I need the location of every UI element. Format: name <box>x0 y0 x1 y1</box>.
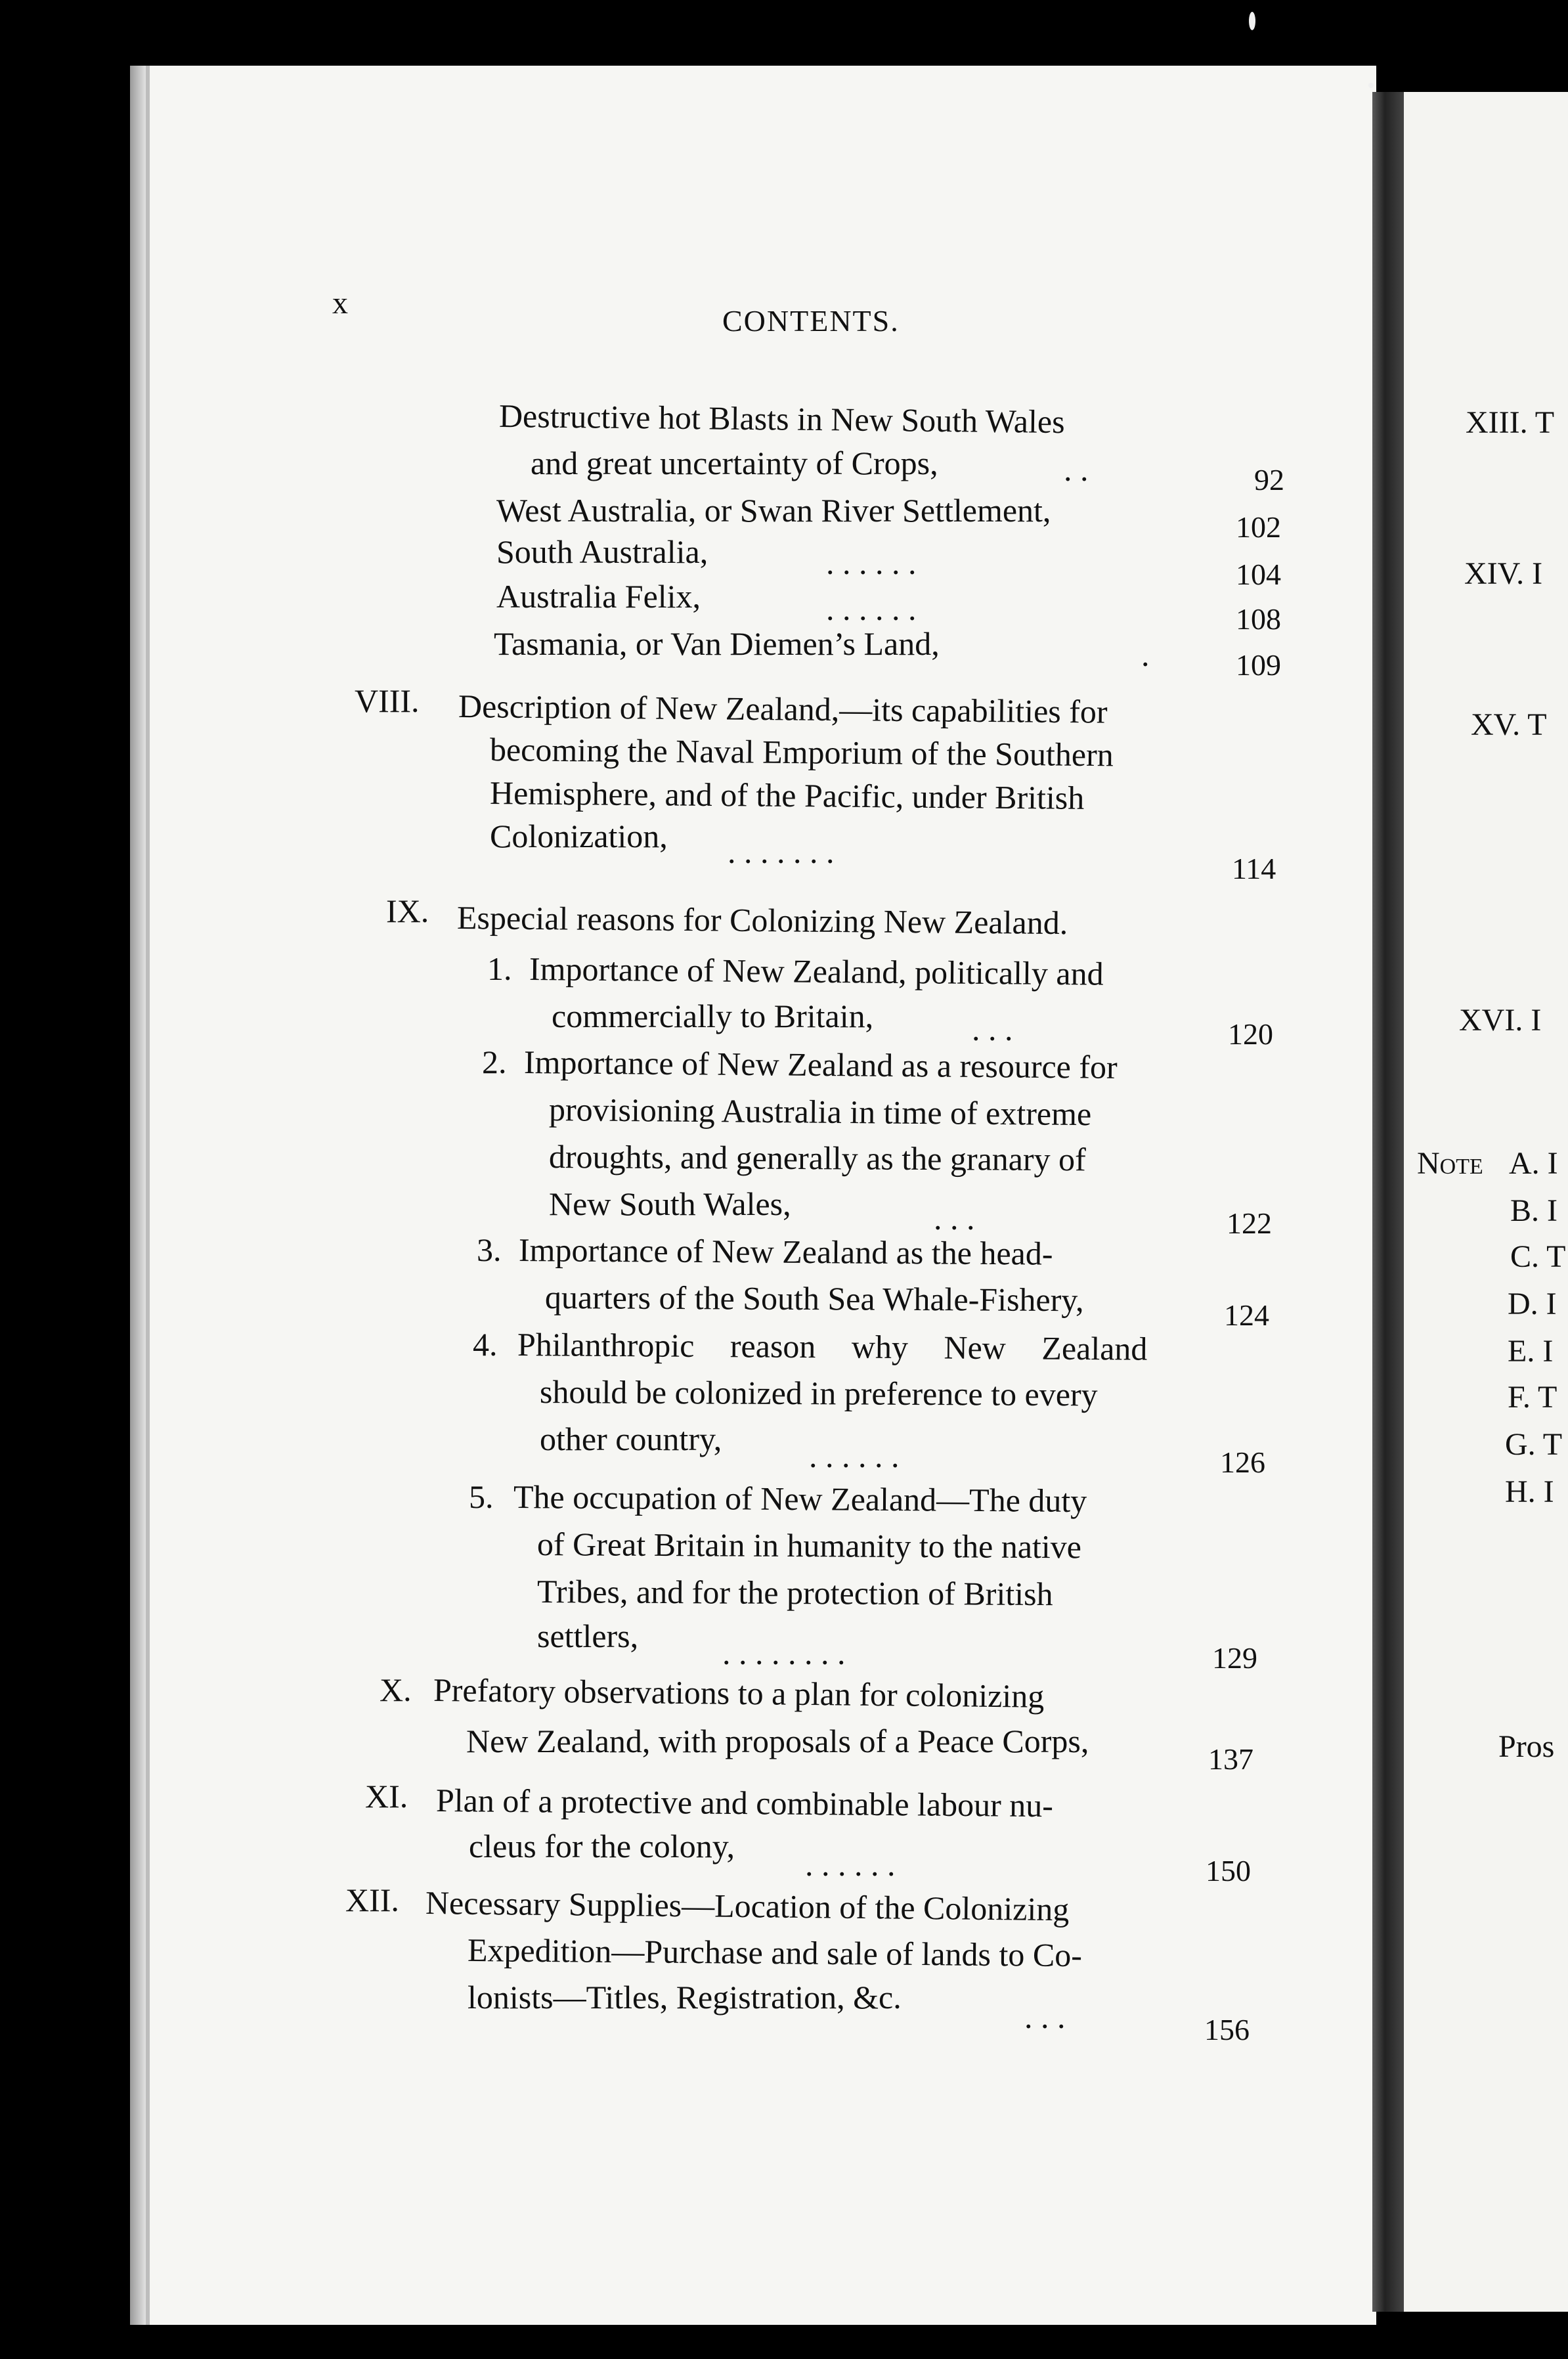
toc-line: West Australia, or Swan River Settlement, <box>496 492 1051 529</box>
toc-item-number: 3. <box>477 1231 502 1268</box>
toc-leaders: . <box>1141 636 1150 673</box>
toc-page-number: 156 <box>1204 2013 1250 2046</box>
toc-line: and great uncertainty of Crops, <box>531 445 938 481</box>
toc-line: commercially to Britain, <box>552 998 874 1034</box>
toc-page-number: 108 <box>1236 602 1281 636</box>
toc-page-number: 102 <box>1236 510 1281 544</box>
scan-speck <box>1249 12 1255 30</box>
toc-item-number: 2. <box>482 1044 507 1080</box>
facing-footer-fragment: Pros <box>1498 1729 1555 1764</box>
toc-page-number: 150 <box>1206 1854 1251 1887</box>
toc-leaders: . . . . . . <box>826 590 917 627</box>
toc-line: Prefatory observations to a plan for colonizing <box>433 1671 1045 1715</box>
toc-line: other country, <box>540 1421 722 1457</box>
folio-number: x <box>332 286 349 320</box>
toc-page-number: 129 <box>1212 1641 1257 1675</box>
toc-leaders: . . . <box>1024 1998 1066 2035</box>
toc-line: Philanthropic reason why New Zealand <box>517 1326 1148 1367</box>
facing-note: G. T <box>1505 1427 1563 1462</box>
toc-line: Hemisphere, and of the Pacific, under British <box>489 774 1085 816</box>
toc-line: Plan of a protective and combinable labour nu- <box>435 1782 1054 1824</box>
chapter-number: X. <box>380 1671 412 1708</box>
toc-item-number: 4. <box>473 1326 498 1363</box>
toc-page-number: 122 <box>1227 1206 1272 1240</box>
toc-line: New Zealand, with proposals of a Peace Corps, <box>466 1723 1089 1759</box>
facing-chapter: XIV. I <box>1464 556 1543 591</box>
toc-leaders: . . <box>1064 451 1089 488</box>
facing-note: F. T <box>1508 1380 1557 1415</box>
toc-line: should be colonized in preference to every <box>539 1373 1098 1413</box>
toc-line: Description of New Zealand,—its capabilities for <box>458 688 1108 730</box>
facing-chapter: XVI. I <box>1459 1003 1542 1038</box>
toc-line: cleus for the colony, <box>469 1828 735 1864</box>
facing-note: D. I <box>1508 1287 1557 1321</box>
page-title: CONTENTS. <box>722 304 900 338</box>
scan-speck <box>1368 83 1374 88</box>
toc-leaders: . . . <box>972 1011 1013 1047</box>
facing-chapter: XIII. T <box>1466 405 1555 440</box>
facing-note-label: Note <box>1417 1146 1483 1181</box>
toc-line: Destructive hot Blasts in New South Wales <box>498 397 1065 441</box>
toc-line: Necessary Supplies—Location of the Colonizing <box>425 1884 1070 1928</box>
toc-page-number: 114 <box>1232 852 1276 885</box>
toc-leaders: . . . <box>934 1200 975 1237</box>
toc-line: South Australia, <box>496 533 708 570</box>
facing-note: C. T <box>1510 1239 1566 1274</box>
toc-line: Tasmania, or Van Diemen’s Land, <box>494 625 940 662</box>
chapter-number: XII. <box>345 1882 399 1918</box>
toc-page-number: 124 <box>1224 1298 1269 1332</box>
toc-line: Tribes, and for the protection of British <box>536 1573 1053 1613</box>
toc-page-number: 120 <box>1228 1017 1273 1051</box>
facing-note: A. I <box>1509 1146 1558 1181</box>
toc-line: quarters of the South Sea Whale-Fishery, <box>544 1279 1084 1319</box>
toc-page-number: 92 <box>1254 463 1284 496</box>
chapter-number: VIII. <box>355 682 420 719</box>
book-gutter <box>1372 92 1404 2312</box>
toc-line: Especial reasons for Colonizing New Zealand. <box>456 899 1068 942</box>
chapter-number: IX. <box>386 893 429 929</box>
toc-page-number: 104 <box>1236 558 1281 591</box>
toc-leaders: . . . . . . . <box>728 833 835 870</box>
toc-leaders: . . . . . . <box>809 1438 900 1474</box>
toc-item-number: 1. <box>487 950 512 987</box>
toc-line: lonists—Titles, Registration, &c. <box>468 1979 902 2016</box>
toc-line: The occupation of New Zealand—The duty <box>513 1478 1087 1520</box>
toc-line: of Great Britain in humanity to the native <box>536 1526 1082 1566</box>
toc-line: New South Wales, <box>549 1185 791 1222</box>
toc-line: droughts, and generally as the granary of <box>548 1138 1086 1178</box>
page-edge <box>130 66 147 2325</box>
toc-line: provisioning Australia in time of extreme <box>548 1091 1092 1133</box>
toc-line: Colonization, <box>490 818 668 854</box>
toc-line: Australia Felix, <box>496 578 701 615</box>
facing-note: H. I <box>1505 1474 1554 1509</box>
toc-line: Expedition—Purchase and sale of lands to Co- <box>467 1931 1083 1974</box>
toc-page-number: 126 <box>1220 1445 1265 1479</box>
toc-page-number: 109 <box>1236 648 1281 682</box>
toc-leaders: . . . . . . <box>826 544 917 581</box>
toc-item-number: 5. <box>469 1478 494 1515</box>
chapter-number: XI. <box>365 1778 408 1815</box>
toc-leaders: . . . . . . . . <box>722 1635 846 1671</box>
toc-line: settlers, <box>537 1618 639 1654</box>
toc-line: Importance of New Zealand as a resource for <box>523 1044 1118 1086</box>
toc-line: becoming the Naval Emporium of the Southern <box>489 731 1114 774</box>
toc-line: Importance of New Zealand as the head- <box>518 1231 1053 1272</box>
toc-leaders: . . . . . . <box>805 1846 896 1883</box>
facing-note: B. I <box>1510 1193 1557 1228</box>
facing-note: E. I <box>1508 1334 1554 1369</box>
toc-page-number: 137 <box>1208 1742 1253 1776</box>
toc-line: Importance of New Zealand, politically and <box>529 950 1104 992</box>
facing-chapter: XV. T <box>1471 707 1547 742</box>
